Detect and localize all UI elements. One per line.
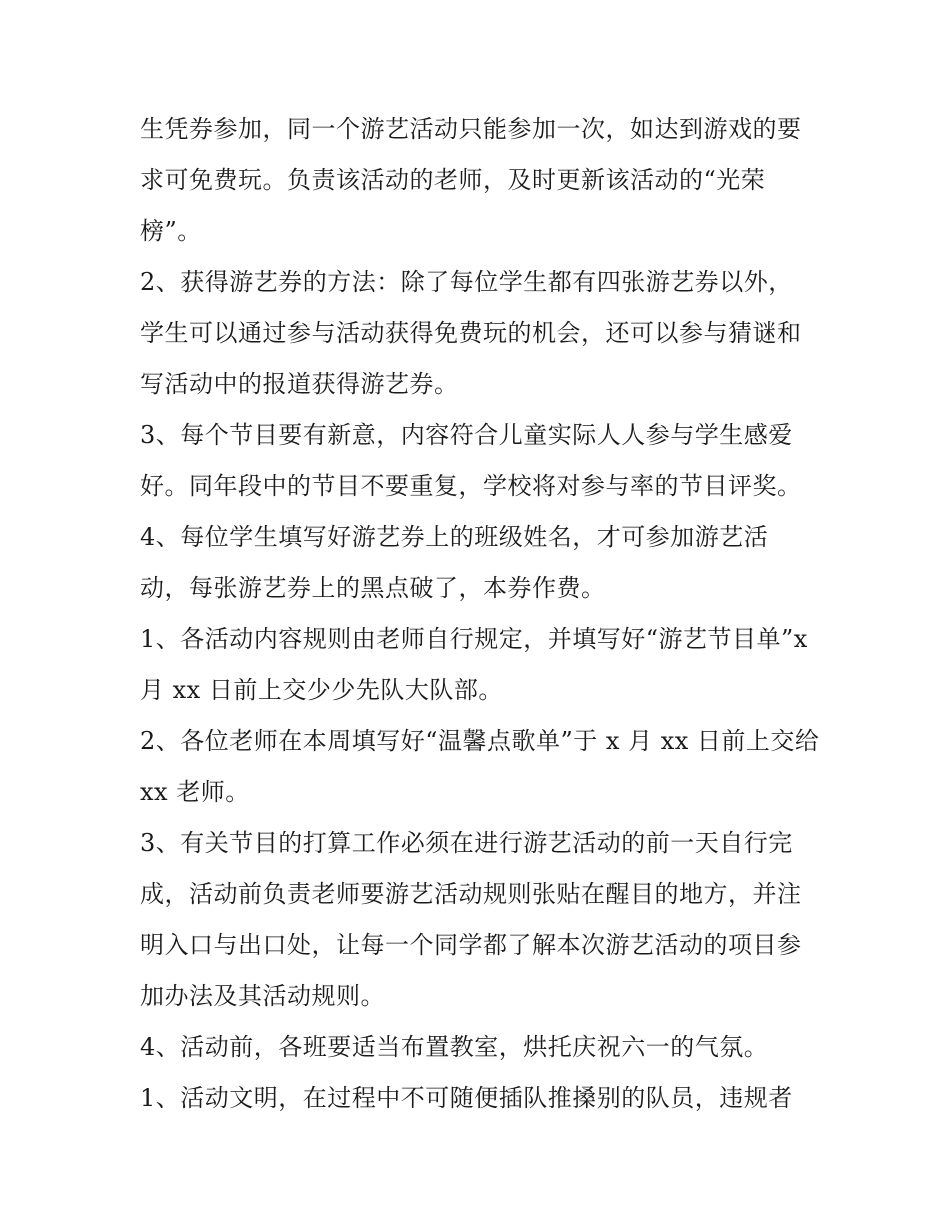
text-line: 榜”。 [140,217,202,245]
text-line: 写活动中的报道获得游艺券。 [140,370,459,398]
text-line: 3、每个节目要有新意，内容符合儿童实际人人参与学生感爱 [140,421,793,449]
text-line: 生凭券参加，同一个游艺活动只能参加一次，如达到游戏的要 [140,115,802,143]
text-line: 学生可以通过参与活动获得免费玩的机会，还可以参与猜谜和 [140,319,802,347]
text-line: 2、获得游艺券的方法：除了每位学生都有四张游艺券以外， [140,268,793,296]
document-body [140,104,830,1124]
text-line: 好。同年段中的节目不要重复，学校将对参与率的节目评奖。 [140,472,802,500]
text-line: 4、每位学生填写好游艺券上的班级姓名，才可参加游艺活 [140,523,769,551]
text-line: 2、各位老师在本周填写好“温馨点歌单”于 x 月 xx 日前上交给 [140,727,820,755]
text-line: 1、各活动内容规则由老师自行规定，并填写好“游艺节目单”x [140,625,808,653]
text-line: xx 老师。 [140,778,250,806]
text-line: 4、活动前，各班要适当布置教室，烘托庆祝六一的气氛。 [140,1033,769,1061]
text-line: 加办法及其活动规则。 [140,982,385,1010]
text-line: 月 xx 日前上交少少先队大队部。 [140,676,503,704]
text-line: 求可免费玩。负责该活动的老师，及时更新该活动的“光荣 [140,166,766,194]
text-line: 动，每张游艺券上的黑点破了，本券作费。 [140,574,606,602]
text-line: 3、有关节目的打算工作必须在进行游艺活动的前一天自行完 [140,829,793,857]
text-line: 明入口与出口处，让每一个同学都了解本次游艺活动的项目参 [140,931,802,959]
text-line: 成，活动前负责老师要游艺活动规则张贴在醒目的地方，并注 [140,880,802,908]
text-line: 1、活动文明，在过程中不可随便插队推搡别的队员，违规者 [140,1084,793,1112]
